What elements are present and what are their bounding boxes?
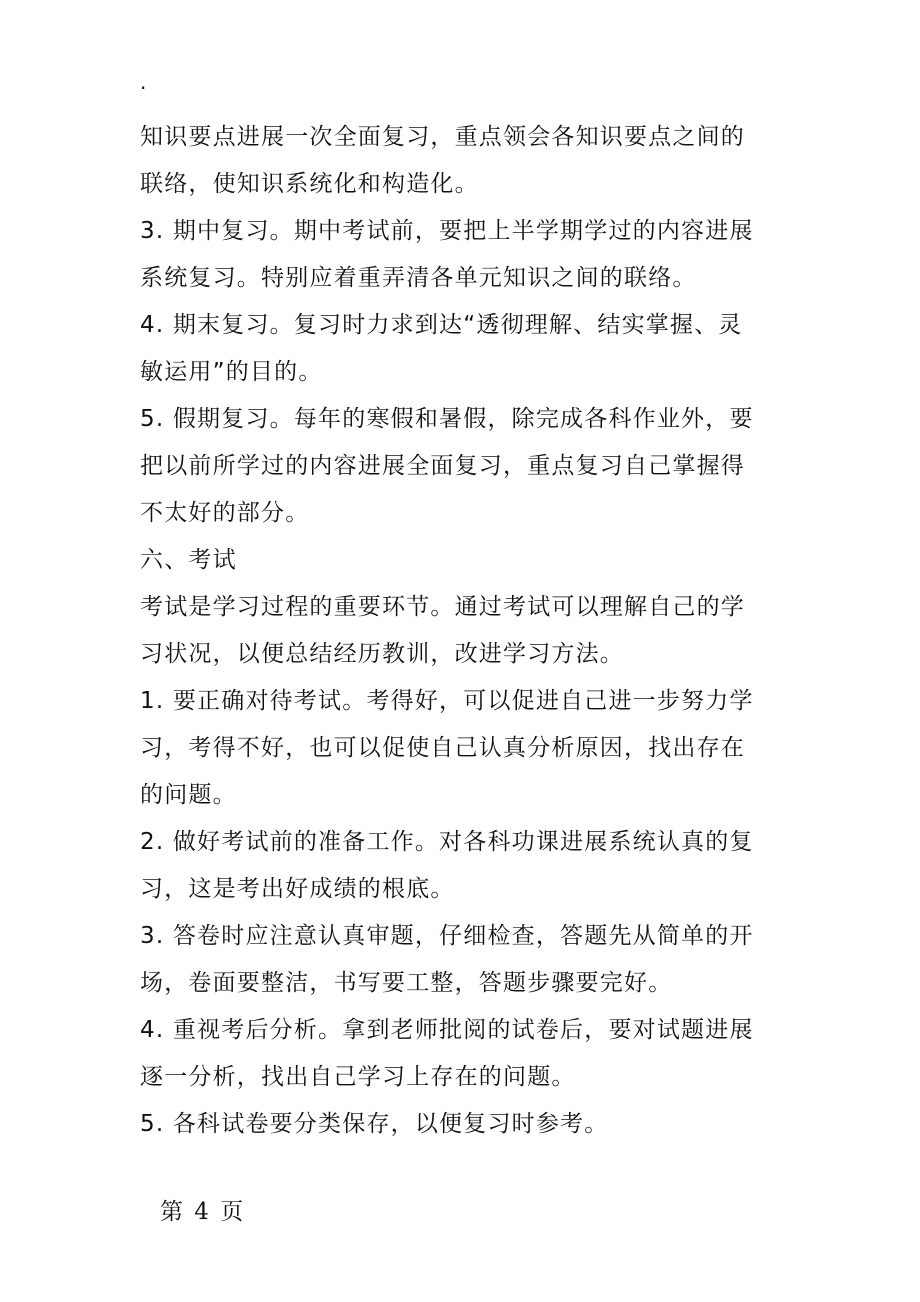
section-heading: 六、考试 — [140, 547, 237, 573]
text-line: 3. 答卷时应注意认真审题，仔细检查，答题先从简单的开 — [140, 923, 754, 949]
text-line: 习，考得不好，也可以促使自己认真分析原因，找出存在 — [140, 735, 745, 761]
text-line: 不太好的部分。 — [140, 500, 310, 526]
text-line: 习，这是考出好成绩的根底。 — [140, 876, 455, 902]
text-line: 敏运用”的目的。 — [140, 359, 323, 385]
text-line: 5. 各科试卷要分类保存，以便复习时参考。 — [140, 1111, 609, 1137]
text-line: 的问题。 — [140, 782, 237, 808]
text-line: 4. 期末复习。复习时力求到达“透彻理解、结实掌握、灵 — [140, 312, 743, 338]
header-mark: . — [140, 70, 147, 94]
text-line: 3. 期中复习。期中考试前，要把上半学期学过的内容进展 — [140, 218, 754, 244]
text-line: 联络，使知识系统化和构造化。 — [140, 171, 479, 197]
text-line: 5. 假期复习。每年的寒假和暑假，除完成各科作业外，要 — [140, 406, 754, 432]
text-line: 考试是学习过程的重要环节。通过考试可以理解自己的学 — [140, 594, 745, 620]
text-line: 习状况，以便总结经历教训，改进学习方法。 — [140, 641, 624, 667]
text-line: 1. 要正确对待考试。考得好，可以促进自己进一步努力学 — [140, 688, 754, 714]
page-number: 第 4 页 — [160, 1199, 246, 1225]
text-line: 场，卷面要整洁，书写要工整，答题步骤要完好。 — [140, 970, 673, 996]
text-line: 把以前所学过的内容进展全面复习，重点复习自己掌握得 — [140, 453, 745, 479]
text-line: 2. 做好考试前的准备工作。对各科功课进展系统认真的复 — [140, 829, 754, 855]
text-line: 系统复习。特别应着重弄清各单元知识之间的联络。 — [140, 265, 697, 291]
document-body — [140, 114, 780, 1148]
text-line: 4. 重视考后分析。拿到老师批阅的试卷后，要对试题进展 — [140, 1017, 754, 1043]
text-line: 知识要点进展一次全面复习，重点领会各知识要点之间的 — [140, 124, 745, 150]
text-line: 逐一分析，找出自己学习上存在的问题。 — [140, 1064, 576, 1090]
